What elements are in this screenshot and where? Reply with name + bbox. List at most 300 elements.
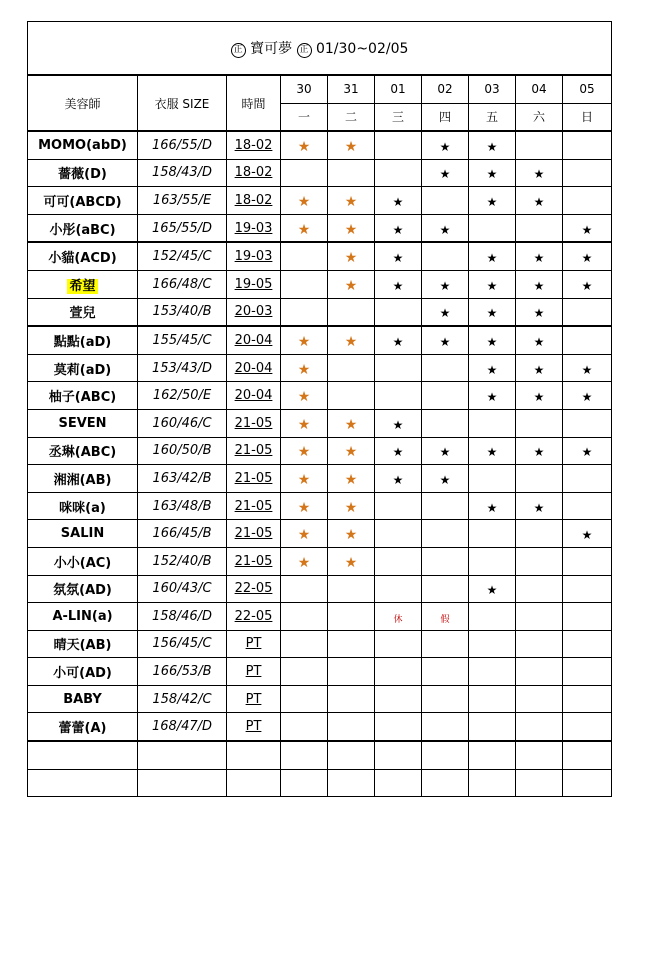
work-time: 21-05 bbox=[227, 437, 281, 465]
day-cell bbox=[469, 603, 516, 631]
day-cell bbox=[422, 382, 469, 410]
clothing-size: 158/46/D bbox=[138, 603, 227, 631]
day-cell bbox=[422, 658, 469, 686]
black-star-icon: ★ bbox=[439, 139, 451, 154]
day-cell bbox=[469, 769, 516, 797]
day-cell bbox=[563, 382, 612, 410]
day-cell bbox=[281, 159, 328, 187]
day-cell bbox=[469, 685, 516, 713]
day-cell bbox=[469, 187, 516, 215]
clothing-size: 163/48/B bbox=[138, 492, 227, 520]
table-row bbox=[28, 658, 612, 686]
day-cell bbox=[469, 520, 516, 548]
black-star-icon: ★ bbox=[533, 278, 545, 293]
work-time: 20-03 bbox=[227, 298, 281, 326]
day-cell bbox=[422, 713, 469, 741]
clothing-size: 165/55/D bbox=[138, 214, 227, 242]
work-time: 21-05 bbox=[227, 465, 281, 493]
day-cell bbox=[281, 437, 328, 465]
day-cell bbox=[516, 270, 563, 298]
weekday-4: 五 bbox=[469, 103, 516, 131]
day-cell bbox=[281, 270, 328, 298]
table-row bbox=[28, 382, 612, 410]
table-row bbox=[28, 326, 612, 354]
table-row bbox=[28, 492, 612, 520]
work-time: 20-04 bbox=[227, 354, 281, 382]
day-cell bbox=[516, 187, 563, 215]
day-cell bbox=[281, 547, 328, 575]
stylist-name: 小彤(aBC) bbox=[28, 214, 138, 242]
orange-star-icon: ★ bbox=[297, 389, 311, 406]
work-time bbox=[227, 741, 281, 769]
clothing-size bbox=[138, 741, 227, 769]
orange-star-icon: ★ bbox=[297, 361, 311, 378]
day-cell bbox=[516, 741, 563, 769]
table-row bbox=[28, 575, 612, 603]
day-cell bbox=[375, 187, 422, 215]
day-cell bbox=[563, 658, 612, 686]
black-star-icon: ★ bbox=[439, 445, 451, 460]
work-time: 22-05 bbox=[227, 575, 281, 603]
circle-mark-right: 正 bbox=[297, 43, 312, 58]
day-cell bbox=[328, 685, 375, 713]
day-number-4: 03 bbox=[469, 75, 516, 103]
day-cell bbox=[281, 409, 328, 437]
black-star-icon: ★ bbox=[486, 139, 498, 154]
day-cell bbox=[328, 270, 375, 298]
black-star-icon: ★ bbox=[486, 251, 498, 266]
day-cell bbox=[469, 465, 516, 493]
day-cell bbox=[516, 131, 563, 159]
day-cell bbox=[375, 520, 422, 548]
highlighted-name: 希望 bbox=[69, 278, 96, 294]
stylist-name: 丞琳(ABC) bbox=[28, 437, 138, 465]
day-cell bbox=[563, 603, 612, 631]
black-star-icon: ★ bbox=[581, 362, 593, 377]
black-star-icon: ★ bbox=[533, 306, 545, 321]
day-cell bbox=[422, 437, 469, 465]
day-cell bbox=[516, 437, 563, 465]
day-number-0: 30 bbox=[281, 75, 328, 103]
day-cell bbox=[469, 214, 516, 242]
weekday-2: 三 bbox=[375, 103, 422, 131]
orange-star-icon: ★ bbox=[344, 527, 358, 544]
day-cell bbox=[469, 437, 516, 465]
stylist-name: 咪咪(a) bbox=[28, 492, 138, 520]
stylist-name: 蕾蕾(A) bbox=[28, 713, 138, 741]
day-cell bbox=[516, 658, 563, 686]
day-cell bbox=[328, 713, 375, 741]
orange-star-icon: ★ bbox=[344, 193, 358, 210]
black-star-icon: ★ bbox=[486, 362, 498, 377]
work-time: 18-02 bbox=[227, 187, 281, 215]
black-star-icon: ★ bbox=[486, 194, 498, 209]
day-cell bbox=[375, 741, 422, 769]
day-cell bbox=[422, 465, 469, 493]
header-stylist: 美容師 bbox=[28, 75, 138, 131]
day-cell bbox=[281, 575, 328, 603]
orange-star-icon: ★ bbox=[297, 333, 311, 350]
work-time: 21-05 bbox=[227, 520, 281, 548]
clothing-size: 156/45/C bbox=[138, 630, 227, 658]
day-cell bbox=[375, 769, 422, 797]
day-cell bbox=[328, 575, 375, 603]
orange-star-icon: ★ bbox=[297, 221, 311, 238]
black-star-icon: ★ bbox=[533, 362, 545, 377]
day-cell bbox=[375, 658, 422, 686]
day-cell bbox=[516, 465, 563, 493]
day-cell bbox=[516, 713, 563, 741]
day-cell bbox=[281, 658, 328, 686]
black-star-icon: ★ bbox=[581, 445, 593, 460]
day-cell bbox=[422, 298, 469, 326]
day-cell bbox=[469, 713, 516, 741]
day-number-3: 02 bbox=[422, 75, 469, 103]
table-row bbox=[28, 159, 612, 187]
orange-star-icon: ★ bbox=[297, 499, 311, 516]
leave-mark: 假 bbox=[440, 614, 450, 625]
day-cell bbox=[469, 298, 516, 326]
day-cell bbox=[422, 131, 469, 159]
day-cell bbox=[516, 159, 563, 187]
day-cell bbox=[469, 575, 516, 603]
day-cell bbox=[563, 354, 612, 382]
black-star-icon: ★ bbox=[486, 167, 498, 182]
black-star-icon: ★ bbox=[439, 306, 451, 321]
day-cell bbox=[328, 437, 375, 465]
day-number-6: 05 bbox=[563, 75, 612, 103]
day-cell bbox=[328, 159, 375, 187]
day-cell bbox=[469, 658, 516, 686]
day-cell bbox=[422, 326, 469, 354]
day-cell bbox=[422, 685, 469, 713]
day-cell bbox=[422, 603, 469, 631]
day-cell bbox=[422, 575, 469, 603]
black-star-icon: ★ bbox=[581, 528, 593, 543]
black-star-icon: ★ bbox=[392, 194, 404, 209]
black-star-icon: ★ bbox=[581, 222, 593, 237]
day-cell bbox=[281, 298, 328, 326]
day-cell bbox=[281, 131, 328, 159]
day-cell bbox=[469, 354, 516, 382]
table-row bbox=[28, 769, 612, 797]
schedule-sheet bbox=[27, 21, 611, 797]
day-cell bbox=[375, 685, 422, 713]
day-cell bbox=[563, 685, 612, 713]
day-cell bbox=[516, 242, 563, 270]
day-cell bbox=[281, 326, 328, 354]
day-cell bbox=[563, 769, 612, 797]
day-cell bbox=[328, 298, 375, 326]
rest-mark: 休 bbox=[393, 614, 403, 625]
black-star-icon: ★ bbox=[533, 251, 545, 266]
clothing-size: 166/53/B bbox=[138, 658, 227, 686]
work-time: 20-04 bbox=[227, 382, 281, 410]
day-cell bbox=[375, 575, 422, 603]
orange-star-icon: ★ bbox=[344, 333, 358, 350]
day-cell bbox=[563, 492, 612, 520]
black-star-icon: ★ bbox=[533, 445, 545, 460]
clothing-size: 158/42/C bbox=[138, 685, 227, 713]
day-cell bbox=[469, 242, 516, 270]
day-cell bbox=[328, 242, 375, 270]
table-row bbox=[28, 214, 612, 242]
orange-star-icon: ★ bbox=[344, 416, 358, 433]
work-time: 19-03 bbox=[227, 214, 281, 242]
table-row bbox=[28, 465, 612, 493]
day-cell bbox=[469, 630, 516, 658]
black-star-icon: ★ bbox=[581, 278, 593, 293]
day-cell bbox=[563, 298, 612, 326]
orange-star-icon: ★ bbox=[297, 471, 311, 488]
stylist-name bbox=[28, 741, 138, 769]
stylist-name: 柚子(ABC) bbox=[28, 382, 138, 410]
day-cell bbox=[375, 214, 422, 242]
day-cell bbox=[563, 630, 612, 658]
stylist-name: A-LIN(a) bbox=[28, 603, 138, 631]
black-star-icon: ★ bbox=[533, 334, 545, 349]
orange-star-icon: ★ bbox=[297, 527, 311, 544]
day-number-1: 31 bbox=[328, 75, 375, 103]
day-cell bbox=[422, 769, 469, 797]
black-star-icon: ★ bbox=[392, 251, 404, 266]
black-star-icon: ★ bbox=[486, 445, 498, 460]
day-cell bbox=[328, 465, 375, 493]
stylist-name: 湘湘(AB) bbox=[28, 465, 138, 493]
clothing-size: 166/45/B bbox=[138, 520, 227, 548]
day-cell bbox=[422, 741, 469, 769]
day-cell bbox=[375, 298, 422, 326]
clothing-size: 163/42/B bbox=[138, 465, 227, 493]
table-row bbox=[28, 630, 612, 658]
day-cell bbox=[281, 741, 328, 769]
work-time bbox=[227, 769, 281, 797]
day-cell bbox=[375, 354, 422, 382]
day-cell bbox=[328, 382, 375, 410]
day-cell bbox=[516, 769, 563, 797]
day-cell bbox=[281, 242, 328, 270]
work-time: 19-05 bbox=[227, 270, 281, 298]
table-row bbox=[28, 354, 612, 382]
day-cell bbox=[516, 575, 563, 603]
day-cell bbox=[516, 214, 563, 242]
day-cell bbox=[281, 354, 328, 382]
clothing-size: 166/55/D bbox=[138, 131, 227, 159]
day-cell bbox=[375, 242, 422, 270]
day-cell bbox=[375, 547, 422, 575]
day-cell bbox=[516, 326, 563, 354]
table-row bbox=[28, 741, 612, 769]
orange-star-icon: ★ bbox=[344, 499, 358, 516]
header-size: 衣服 SIZE bbox=[138, 75, 227, 131]
stylist-name: 萱兒 bbox=[28, 298, 138, 326]
stylist-name: BABY bbox=[28, 685, 138, 713]
day-cell bbox=[328, 769, 375, 797]
sheet-title bbox=[28, 22, 612, 76]
clothing-size: 160/46/C bbox=[138, 409, 227, 437]
clothing-size bbox=[138, 769, 227, 797]
day-cell bbox=[422, 242, 469, 270]
table-row bbox=[28, 270, 612, 298]
day-cell bbox=[375, 465, 422, 493]
black-star-icon: ★ bbox=[439, 334, 451, 349]
work-time: 22-05 bbox=[227, 603, 281, 631]
day-cell bbox=[563, 547, 612, 575]
table-row bbox=[28, 685, 612, 713]
weekday-0: 一 bbox=[281, 103, 328, 131]
day-cell bbox=[281, 520, 328, 548]
stylist-name: SEVEN bbox=[28, 409, 138, 437]
clothing-size: 153/40/B bbox=[138, 298, 227, 326]
day-cell bbox=[469, 492, 516, 520]
day-cell bbox=[469, 270, 516, 298]
clothing-size: 168/47/D bbox=[138, 713, 227, 741]
day-cell bbox=[328, 326, 375, 354]
day-cell bbox=[328, 354, 375, 382]
day-cell bbox=[516, 685, 563, 713]
work-time: 18-02 bbox=[227, 159, 281, 187]
stylist-name: 氛氛(AD) bbox=[28, 575, 138, 603]
table-row bbox=[28, 437, 612, 465]
day-cell bbox=[281, 382, 328, 410]
day-cell bbox=[375, 326, 422, 354]
day-cell bbox=[563, 159, 612, 187]
day-cell bbox=[469, 382, 516, 410]
day-cell bbox=[375, 270, 422, 298]
clothing-size: 162/50/E bbox=[138, 382, 227, 410]
black-star-icon: ★ bbox=[392, 222, 404, 237]
day-cell bbox=[563, 131, 612, 159]
day-cell bbox=[516, 354, 563, 382]
orange-star-icon: ★ bbox=[344, 444, 358, 461]
stylist-name: 小可(AD) bbox=[28, 658, 138, 686]
black-star-icon: ★ bbox=[533, 500, 545, 515]
stylist-name: 小貓(ACD) bbox=[28, 242, 138, 270]
clothing-size: 152/45/C bbox=[138, 242, 227, 270]
day-cell bbox=[563, 520, 612, 548]
black-star-icon: ★ bbox=[533, 194, 545, 209]
day-cell bbox=[563, 465, 612, 493]
orange-star-icon: ★ bbox=[297, 416, 311, 433]
orange-star-icon: ★ bbox=[297, 138, 311, 155]
day-cell bbox=[563, 409, 612, 437]
day-cell bbox=[328, 131, 375, 159]
work-time: 20-04 bbox=[227, 326, 281, 354]
black-star-icon: ★ bbox=[533, 167, 545, 182]
stylist-name: 莫莉(aD) bbox=[28, 354, 138, 382]
day-cell bbox=[422, 492, 469, 520]
day-cell bbox=[422, 214, 469, 242]
weekday-5: 六 bbox=[516, 103, 563, 131]
table-row bbox=[28, 547, 612, 575]
clothing-size: 163/55/E bbox=[138, 187, 227, 215]
day-cell bbox=[563, 326, 612, 354]
day-cell bbox=[422, 520, 469, 548]
day-cell bbox=[422, 630, 469, 658]
title-date-range: 01/30~02/05 bbox=[315, 41, 409, 57]
day-cell bbox=[375, 409, 422, 437]
stylist-name: MOMO(abD) bbox=[28, 131, 138, 159]
day-cell bbox=[469, 159, 516, 187]
black-star-icon: ★ bbox=[581, 251, 593, 266]
weekday-1: 二 bbox=[328, 103, 375, 131]
stylist-name: 點點(aD) bbox=[28, 326, 138, 354]
day-cell bbox=[281, 630, 328, 658]
work-time: 21-05 bbox=[227, 492, 281, 520]
table-row bbox=[28, 603, 612, 631]
black-star-icon: ★ bbox=[439, 222, 451, 237]
weekday-6: 日 bbox=[563, 103, 612, 131]
day-cell bbox=[563, 214, 612, 242]
day-cell bbox=[328, 658, 375, 686]
work-time: 19-03 bbox=[227, 242, 281, 270]
black-star-icon: ★ bbox=[486, 306, 498, 321]
table-row bbox=[28, 242, 612, 270]
table-row bbox=[28, 187, 612, 215]
day-cell bbox=[563, 713, 612, 741]
black-star-icon: ★ bbox=[439, 278, 451, 293]
day-cell bbox=[563, 242, 612, 270]
day-cell bbox=[281, 214, 328, 242]
stylist-name: 可可(ABCD) bbox=[28, 187, 138, 215]
black-star-icon: ★ bbox=[486, 334, 498, 349]
clothing-size: 160/43/C bbox=[138, 575, 227, 603]
day-cell bbox=[375, 131, 422, 159]
table-row bbox=[28, 409, 612, 437]
clothing-size: 153/43/D bbox=[138, 354, 227, 382]
stylist-name: 晴天(AB) bbox=[28, 630, 138, 658]
black-star-icon: ★ bbox=[486, 390, 498, 405]
day-cell bbox=[469, 741, 516, 769]
clothing-size: 152/40/B bbox=[138, 547, 227, 575]
day-cell bbox=[422, 409, 469, 437]
work-time: PT bbox=[227, 630, 281, 658]
day-cell bbox=[422, 270, 469, 298]
day-cell bbox=[516, 409, 563, 437]
day-cell bbox=[516, 382, 563, 410]
orange-star-icon: ★ bbox=[297, 444, 311, 461]
black-star-icon: ★ bbox=[486, 583, 498, 598]
day-cell bbox=[422, 354, 469, 382]
day-cell bbox=[375, 159, 422, 187]
stylist-name bbox=[28, 270, 138, 298]
day-cell bbox=[516, 492, 563, 520]
day-cell bbox=[563, 437, 612, 465]
day-cell bbox=[281, 769, 328, 797]
work-time: 21-05 bbox=[227, 409, 281, 437]
day-cell bbox=[281, 603, 328, 631]
day-cell bbox=[516, 603, 563, 631]
work-time: 18-02 bbox=[227, 131, 281, 159]
day-cell bbox=[328, 520, 375, 548]
day-cell bbox=[281, 713, 328, 741]
day-cell bbox=[328, 547, 375, 575]
black-star-icon: ★ bbox=[439, 472, 451, 487]
clothing-size: 158/43/D bbox=[138, 159, 227, 187]
stylist-name bbox=[28, 769, 138, 797]
day-cell bbox=[469, 326, 516, 354]
day-cell bbox=[516, 547, 563, 575]
day-cell bbox=[375, 630, 422, 658]
day-number-2: 01 bbox=[375, 75, 422, 103]
clothing-size: 166/48/C bbox=[138, 270, 227, 298]
day-cell bbox=[469, 547, 516, 575]
black-star-icon: ★ bbox=[581, 390, 593, 405]
day-cell bbox=[328, 492, 375, 520]
day-cell bbox=[375, 437, 422, 465]
orange-star-icon: ★ bbox=[344, 250, 358, 267]
day-cell bbox=[563, 187, 612, 215]
